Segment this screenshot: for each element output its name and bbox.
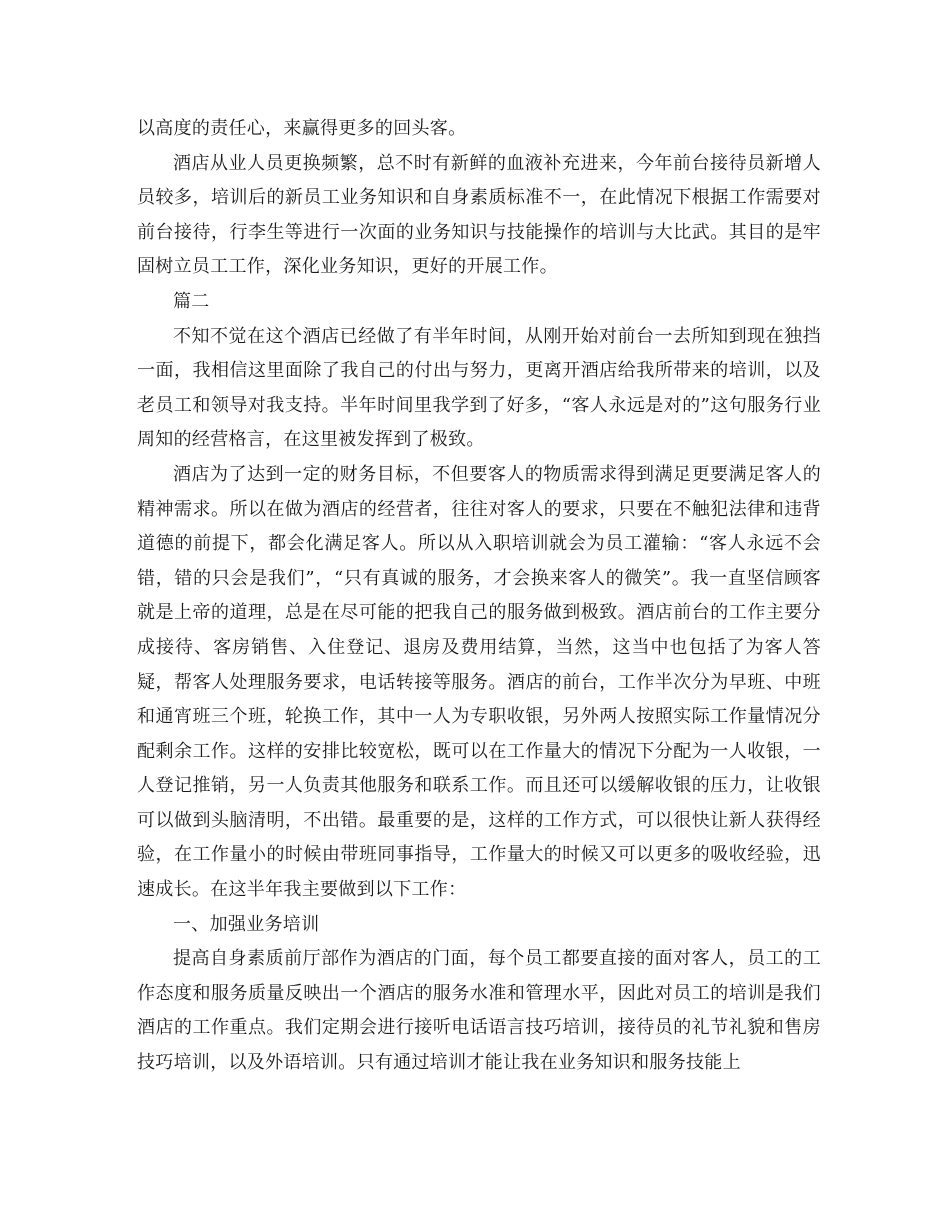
- paragraph-half-year: 不知不觉在这个酒店已经做了有半年时间，从刚开始对前台一去所知到现在独挡一面，我相信这里面除了我自己的付出与努力，更离开酒店给我所带来的培训，以及老员工和领导对我支持。半年时间里我学到了好多，“客人永远是对的”这句服务行业周知的经营格言，在这里被发挥到了极致。: [137, 325, 821, 451]
- document-body: [137, 112, 821, 1081]
- paragraph-continuation: 以高度的责任心，来赢得更多的回头客。: [137, 118, 467, 139]
- section-heading-training: 一、加强业务培训: [173, 913, 320, 935]
- paragraph-self-improvement: 提高自身素质前厅部作为酒店的门面，每个员工都要直接的面对客人，员工的工作态度和服务质量反映出一个酒店的服务水准和管理水平，因此对员工的培训是我们酒店的工作重点。我们定期会进行接听电话语言技巧培训，接待员的礼节礼貌和售房技巧培训，以及外语培训。只有通过培训才能让我在业务知识和服务技能上: [137, 948, 821, 1074]
- section-heading-part-two: 篇二: [173, 290, 210, 312]
- paragraph-front-desk-work: 酒店为了达到一定的财务目标，不但要客人的物质需求得到满足更要满足客人的精神需求。所以在做为酒店的经营者，往往对客人的要求，只要在不触犯法律和违背道德的前提下，都会化满足客人。所以从入职培训就会为员工灌输：“客人永远不会错，错的只会是我们”，“只有真诚的服务，才会换来客人的微笑”。我一直坚信顾客就是上帝的道理，总是在尽可能的把我自己的服务做到极致。酒店前台的工作主要分成接待、客房销售、入住登记、退房及费用结算，当然，这当中也包括了为客人答疑，帮客人处理服务要求，电话转接等服务。酒店的前台，工作半次分为早班、中班和通宵班三个班，轮换工作，其中一人为专职收银，另外两人按照实际工作量情况分配剩余工作。这样的安排比较宽松，既可以在工作量大的情况下分配为一人收银，一人登记推销，另一人负责其他服务和联系工作。而且还可以缓解收银的压力，让收银可以做到头脑清明，不出错。最重要的是，这样的工作方式，可以很快让新人获得经验，在工作量小的时候由带班同事指导，工作量大的时候又可以更多的吸收经验，迅速成长。在这半年我主要做到以下工作：: [137, 463, 821, 901]
- paragraph-staff-training: 酒店从业人员更换频繁，总不时有新鲜的血液补充进来，今年前台接待员新增人员较多，培训后的新员工业务知识和自身素质标准不一，在此情况下根据工作需要对前台接待，行李生等进行一次面的业务知识与技能操作的培训与大比武。其目的是牢固树立员工工作，深化业务知识，更好的开展工作。: [137, 152, 821, 278]
